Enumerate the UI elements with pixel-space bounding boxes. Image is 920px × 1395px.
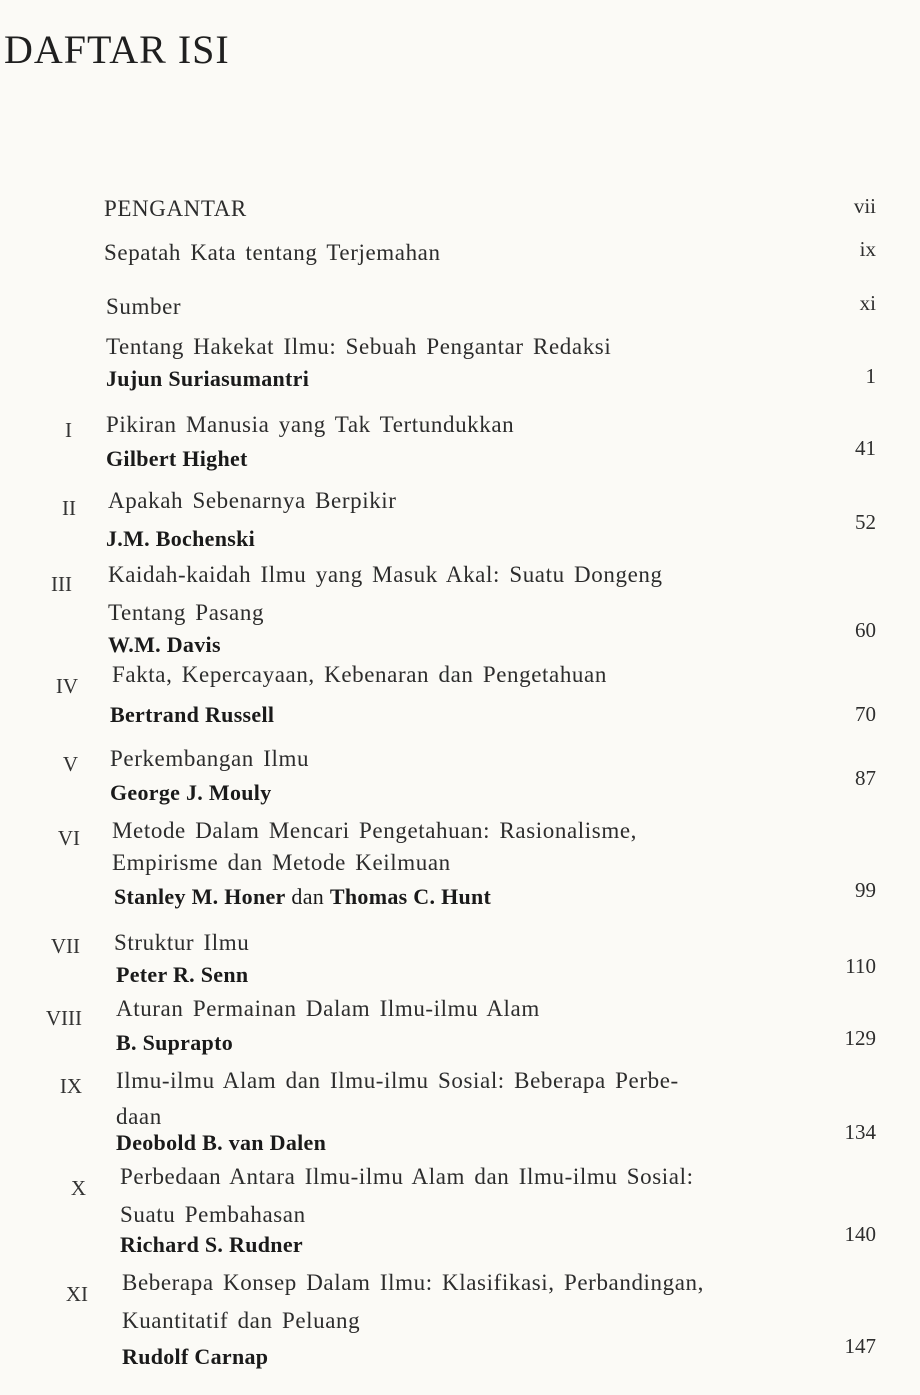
chapter-numeral: VIII <box>45 1006 82 1030</box>
chapter-numeral: X <box>70 1176 86 1200</box>
entry-title-continued: Empirisme dan Metode Keilmuan <box>112 850 451 875</box>
chapter-numeral: VII <box>50 934 80 958</box>
entry-title: Beberapa Konsep Dalam Ilmu: Klasifikasi, Perbandingan, <box>122 1270 705 1295</box>
entry-author: Bertrand Russell <box>110 702 275 727</box>
entry-title: Tentang Hakekat Ilmu: Sebuah Pengantar Redaksi <box>106 334 612 359</box>
page-number: 41 <box>855 436 876 460</box>
entry-author: W.M. Davis <box>108 632 221 657</box>
entry-title-continued: Tentang Pasang <box>108 600 265 625</box>
entry-title: Perkembangan Ilmu <box>110 746 310 771</box>
page-title: DAFTAR ISI <box>4 27 230 72</box>
page-number: 60 <box>855 618 876 642</box>
entry-author: B. Suprapto <box>116 1030 234 1055</box>
entry-title: Aturan Permainan Dalam Ilmu-ilmu Alam <box>116 996 540 1021</box>
chapter-numeral: I <box>65 418 72 442</box>
entry-author <box>114 884 491 910</box>
entry-title: Perbedaan Antara Ilmu-ilmu Alam dan Ilmu-ilmu Sosial: <box>120 1164 694 1189</box>
entry-author: Gilbert Highet <box>106 446 248 471</box>
page-number: 134 <box>844 1120 876 1144</box>
page-number: xi <box>859 291 876 315</box>
entry-title-continued: daan <box>116 1104 162 1129</box>
author-name: Thomas C. Hunt <box>329 884 492 909</box>
page-number: 52 <box>855 510 876 534</box>
entry-title: PENGANTAR <box>104 196 247 221</box>
entry-author: Richard S. Rudner <box>120 1232 303 1257</box>
entry-title: Kaidah-kaidah Ilmu yang Masuk Akal: Suatu Dongeng <box>108 562 663 587</box>
entry-title: Metode Dalam Mencari Pengetahuan: Rasionalisme, <box>112 818 637 843</box>
page-number: 87 <box>855 766 876 790</box>
chapter-numeral: III <box>51 572 72 596</box>
entry-title: Ilmu-ilmu Alam dan Ilmu-ilmu Sosial: Beberapa Perbe- <box>116 1068 679 1093</box>
author-name: Stanley M. Honer <box>114 884 286 909</box>
entry-title: Struktur Ilmu <box>114 930 250 955</box>
page-number: 70 <box>855 702 876 726</box>
page-number: 99 <box>855 878 876 902</box>
entry-author: Rudolf Carnap <box>122 1344 269 1369</box>
page-number: 147 <box>844 1334 876 1358</box>
entry-author: J.M. Bochenski <box>106 526 256 551</box>
chapter-numeral: II <box>62 496 76 520</box>
entry-author: George J. Mouly <box>110 780 272 805</box>
chapter-numeral: IX <box>59 1074 82 1098</box>
chapter-numeral: V <box>62 752 78 776</box>
page-number: ix <box>859 237 876 261</box>
entry-title-continued: Suatu Pembahasan <box>120 1202 306 1227</box>
chapter-numeral: IV <box>55 674 78 698</box>
entry-author: Jujun Suriasumantri <box>106 366 310 391</box>
entry-author: Peter R. Senn <box>116 962 249 987</box>
page-number: vii <box>853 194 876 218</box>
entry-author: Deobold B. van Dalen <box>116 1130 327 1155</box>
entry-title: Sumber <box>106 294 182 319</box>
entry-title-continued: Kuantitatif dan Peluang <box>122 1308 361 1333</box>
author-joiner: dan <box>285 884 330 909</box>
page-number: 129 <box>844 1026 876 1050</box>
entry-title: Pikiran Manusia yang Tak Tertundukkan <box>106 412 515 437</box>
page-number: 110 <box>845 954 876 978</box>
entry-title: Apakah Sebenarnya Berpikir <box>108 488 397 513</box>
chapter-numeral: XI <box>65 1282 88 1306</box>
chapter-numeral: VI <box>57 826 80 850</box>
entry-title: Sepatah Kata tentang Terjemahan <box>104 240 441 265</box>
page-number: 1 <box>865 364 876 388</box>
page-number: 140 <box>844 1222 876 1246</box>
entry-title: Fakta, Kepercayaan, Kebenaran dan Pengetahuan <box>112 662 607 687</box>
